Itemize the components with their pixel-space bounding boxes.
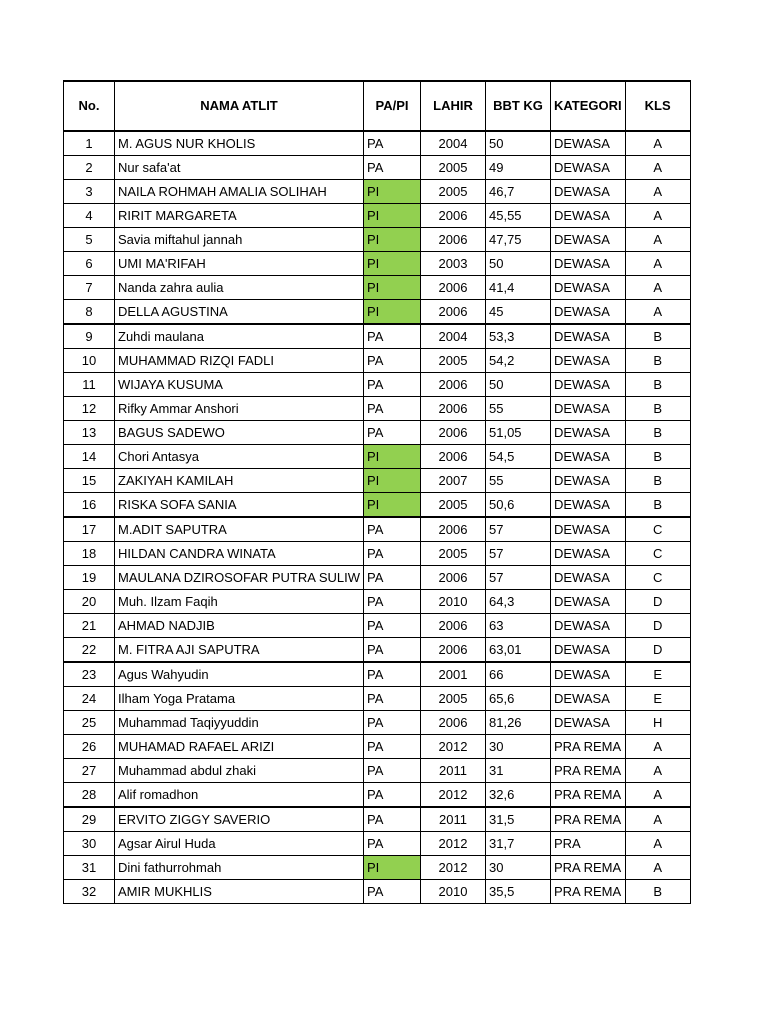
cell-lahir[interactable]: 2006 [421, 397, 486, 421]
cell-bbt[interactable]: 50,6 [486, 493, 551, 518]
cell-kls[interactable]: D [625, 638, 690, 663]
cell-bbt[interactable]: 46,7 [486, 180, 551, 204]
cell-bbt[interactable]: 55 [486, 469, 551, 493]
cell-papi[interactable]: PA [364, 614, 421, 638]
table-row [64, 783, 691, 808]
cell-kls[interactable]: A [625, 156, 690, 180]
cell-name[interactable]: MAULANA DZIROSOFAR PUTRA SULIW [115, 566, 364, 590]
cell-bbt[interactable]: 57 [486, 542, 551, 566]
cell-kategori[interactable]: DEWASA [551, 421, 626, 445]
table-row [64, 228, 691, 252]
cell-no[interactable]: 16 [64, 493, 115, 518]
table-row [64, 397, 691, 421]
cell-lahir[interactable]: 2003 [421, 252, 486, 276]
cell-kategori[interactable]: DEWASA [551, 204, 626, 228]
cell-lahir[interactable]: 2010 [421, 590, 486, 614]
cell-kls[interactable]: B [625, 445, 690, 469]
table-row [64, 276, 691, 300]
cell-kls[interactable]: A [625, 228, 690, 252]
table-row [64, 590, 691, 614]
cell-kategori[interactable]: DEWASA [551, 542, 626, 566]
cell-bbt[interactable]: 35,5 [486, 880, 551, 904]
cell-lahir[interactable]: 2006 [421, 373, 486, 397]
cell-kategori[interactable]: DEWASA [551, 566, 626, 590]
cell-lahir[interactable]: 2006 [421, 638, 486, 663]
table-row [64, 517, 691, 542]
cell-kls[interactable]: B [625, 880, 690, 904]
header-bbt[interactable]: BBT KG [486, 81, 551, 131]
cell-bbt[interactable]: 30 [486, 856, 551, 880]
table-row [64, 638, 691, 663]
cell-kls[interactable]: A [625, 300, 690, 325]
cell-lahir[interactable]: 2004 [421, 324, 486, 349]
cell-kategori[interactable]: DEWASA [551, 590, 626, 614]
cell-lahir[interactable]: 2006 [421, 445, 486, 469]
cell-papi[interactable]: PI [364, 493, 421, 518]
cell-kls[interactable]: E [625, 687, 690, 711]
cell-papi[interactable]: PA [364, 638, 421, 663]
cell-bbt[interactable]: 50 [486, 373, 551, 397]
cell-papi[interactable]: PA [364, 711, 421, 735]
table-row [64, 324, 691, 349]
cell-name[interactable]: M. FITRA AJI SAPUTRA [115, 638, 364, 663]
cell-bbt[interactable]: 30 [486, 735, 551, 759]
cell-lahir[interactable]: 2005 [421, 493, 486, 518]
cell-kls[interactable]: A [625, 759, 690, 783]
cell-kategori[interactable]: PRA REMA [551, 880, 626, 904]
cell-papi[interactable]: PI [364, 469, 421, 493]
cell-kategori[interactable]: DEWASA [551, 252, 626, 276]
table-row [64, 711, 691, 735]
cell-papi[interactable]: PI [364, 252, 421, 276]
cell-no[interactable]: 22 [64, 638, 115, 663]
cell-kategori[interactable]: DEWASA [551, 397, 626, 421]
cell-kategori[interactable]: PRA REMA [551, 735, 626, 759]
cell-lahir[interactable]: 2006 [421, 421, 486, 445]
cell-kls[interactable]: A [625, 180, 690, 204]
cell-kategori[interactable]: DEWASA [551, 638, 626, 663]
cell-kategori[interactable]: DEWASA [551, 662, 626, 687]
cell-bbt[interactable]: 50 [486, 252, 551, 276]
cell-papi[interactable]: PI [364, 276, 421, 300]
table-row [64, 445, 691, 469]
cell-bbt[interactable]: 50 [486, 131, 551, 156]
cell-papi[interactable]: PI [364, 300, 421, 325]
table-row [64, 807, 691, 832]
cell-kls[interactable]: A [625, 735, 690, 759]
cell-no[interactable]: 15 [64, 469, 115, 493]
cell-kategori[interactable]: DEWASA [551, 373, 626, 397]
table-row [64, 469, 691, 493]
table-row [64, 156, 691, 180]
cell-lahir[interactable]: 2010 [421, 880, 486, 904]
cell-bbt[interactable]: 32,6 [486, 783, 551, 808]
cell-papi[interactable]: PA [364, 373, 421, 397]
cell-name[interactable]: ERVITO ZIGGY SAVERIO [115, 807, 364, 832]
cell-no[interactable]: 10 [64, 349, 115, 373]
cell-lahir[interactable]: 2006 [421, 614, 486, 638]
cell-papi[interactable]: PA [364, 807, 421, 832]
cell-name[interactable]: UMI MA'RIFAH [115, 252, 364, 276]
cell-bbt[interactable]: 47,75 [486, 228, 551, 252]
cell-bbt[interactable]: 31,7 [486, 832, 551, 856]
cell-lahir[interactable]: 2005 [421, 542, 486, 566]
cell-papi[interactable]: PI [364, 204, 421, 228]
cell-kategori[interactable]: PRA REMA [551, 759, 626, 783]
cell-papi[interactable]: PI [364, 445, 421, 469]
cell-name[interactable]: Nanda zahra aulia [115, 276, 364, 300]
cell-kategori[interactable]: DEWASA [551, 228, 626, 252]
cell-kls[interactable]: A [625, 832, 690, 856]
cell-no[interactable]: 28 [64, 783, 115, 808]
header-lahir[interactable]: LAHIR [421, 81, 486, 131]
cell-lahir[interactable]: 2012 [421, 832, 486, 856]
table-row [64, 493, 691, 518]
cell-papi[interactable]: PA [364, 156, 421, 180]
cell-lahir[interactable]: 2005 [421, 349, 486, 373]
header-kls[interactable]: KLS [625, 81, 690, 131]
cell-papi[interactable]: PI [364, 856, 421, 880]
table-row [64, 373, 691, 397]
cell-name[interactable]: Alif romadhon [115, 783, 364, 808]
cell-kls[interactable]: B [625, 469, 690, 493]
cell-no[interactable]: 26 [64, 735, 115, 759]
cell-lahir[interactable]: 2005 [421, 687, 486, 711]
header-papi[interactable]: PA/PI [364, 81, 421, 131]
cell-name[interactable]: M.ADIT SAPUTRA [115, 517, 364, 542]
cell-kategori[interactable]: DEWASA [551, 445, 626, 469]
cell-no[interactable]: 6 [64, 252, 115, 276]
table-row [64, 542, 691, 566]
cell-kategori[interactable]: DEWASA [551, 276, 626, 300]
cell-name[interactable]: Ilham Yoga Pratama [115, 687, 364, 711]
cell-lahir[interactable]: 2005 [421, 180, 486, 204]
cell-kls[interactable]: A [625, 204, 690, 228]
athlete-table [63, 80, 691, 904]
cell-no[interactable]: 25 [64, 711, 115, 735]
cell-kls[interactable]: B [625, 397, 690, 421]
cell-papi[interactable]: PA [364, 421, 421, 445]
table-row [64, 131, 691, 156]
cell-name[interactable]: MUHAMMAD RIZQI FADLI [115, 349, 364, 373]
cell-no[interactable]: 8 [64, 300, 115, 325]
cell-name[interactable]: M. AGUS NUR KHOLIS [115, 131, 364, 156]
cell-name[interactable]: NAILA ROHMAH AMALIA SOLIHAH [115, 180, 364, 204]
header-kategori[interactable]: KATEGORI [551, 81, 626, 131]
cell-kls[interactable]: A [625, 276, 690, 300]
table-row [64, 614, 691, 638]
cell-no[interactable]: 11 [64, 373, 115, 397]
table-row [64, 832, 691, 856]
table-body [64, 131, 691, 904]
cell-no[interactable]: 32 [64, 880, 115, 904]
cell-kls[interactable]: C [625, 542, 690, 566]
cell-bbt[interactable]: 31,5 [486, 807, 551, 832]
cell-bbt[interactable]: 55 [486, 397, 551, 421]
table-row [64, 349, 691, 373]
cell-kategori[interactable]: DEWASA [551, 349, 626, 373]
cell-lahir[interactable]: 2006 [421, 566, 486, 590]
cell-kategori[interactable]: PRA [551, 832, 626, 856]
cell-kategori[interactable]: DEWASA [551, 156, 626, 180]
cell-bbt[interactable]: 63 [486, 614, 551, 638]
cell-no[interactable]: 7 [64, 276, 115, 300]
cell-name[interactable]: Dini fathurrohmah [115, 856, 364, 880]
cell-bbt[interactable]: 41,4 [486, 276, 551, 300]
table-row [64, 566, 691, 590]
cell-no[interactable]: 23 [64, 662, 115, 687]
cell-bbt[interactable]: 57 [486, 566, 551, 590]
cell-kategori[interactable]: DEWASA [551, 493, 626, 518]
table-row [64, 735, 691, 759]
cell-no[interactable]: 4 [64, 204, 115, 228]
cell-name[interactable]: RISKA SOFA SANIA [115, 493, 364, 518]
cell-name[interactable]: WIJAYA KUSUMA [115, 373, 364, 397]
cell-no[interactable]: 31 [64, 856, 115, 880]
cell-name[interactable]: Nur safa'at [115, 156, 364, 180]
cell-name[interactable]: HILDAN CANDRA WINATA [115, 542, 364, 566]
cell-papi[interactable]: PA [364, 324, 421, 349]
cell-bbt[interactable]: 66 [486, 662, 551, 687]
cell-name[interactable]: Muhammad Taqiyyuddin [115, 711, 364, 735]
cell-papi[interactable]: PA [364, 759, 421, 783]
cell-papi[interactable]: PA [364, 783, 421, 808]
cell-bbt[interactable]: 63,01 [486, 638, 551, 663]
cell-kls[interactable]: B [625, 493, 690, 518]
cell-bbt[interactable]: 81,26 [486, 711, 551, 735]
cell-papi[interactable]: PA [364, 590, 421, 614]
cell-kls[interactable]: B [625, 349, 690, 373]
cell-no[interactable]: 17 [64, 517, 115, 542]
cell-bbt[interactable]: 31 [486, 759, 551, 783]
cell-papi[interactable]: PI [364, 228, 421, 252]
cell-papi[interactable]: PA [364, 566, 421, 590]
cell-lahir[interactable]: 2006 [421, 300, 486, 325]
cell-lahir[interactable]: 2005 [421, 156, 486, 180]
cell-papi[interactable]: PA [364, 131, 421, 156]
cell-kls[interactable]: H [625, 711, 690, 735]
cell-kls[interactable]: B [625, 373, 690, 397]
cell-papi[interactable]: PA [364, 397, 421, 421]
cell-bbt[interactable]: 51,05 [486, 421, 551, 445]
cell-kls[interactable]: A [625, 856, 690, 880]
cell-papi[interactable]: PI [364, 180, 421, 204]
cell-lahir[interactable]: 2001 [421, 662, 486, 687]
cell-no[interactable]: 27 [64, 759, 115, 783]
cell-kls[interactable]: B [625, 324, 690, 349]
cell-bbt[interactable]: 45,55 [486, 204, 551, 228]
table-row [64, 252, 691, 276]
cell-lahir[interactable]: 2006 [421, 228, 486, 252]
cell-lahir[interactable]: 2007 [421, 469, 486, 493]
cell-bbt[interactable]: 54,2 [486, 349, 551, 373]
cell-no[interactable]: 14 [64, 445, 115, 469]
header-no[interactable]: No. [64, 81, 115, 131]
table-row [64, 204, 691, 228]
cell-name[interactable]: AHMAD NADJIB [115, 614, 364, 638]
cell-kls[interactable]: D [625, 590, 690, 614]
cell-no[interactable]: 2 [64, 156, 115, 180]
cell-kategori[interactable]: DEWASA [551, 711, 626, 735]
cell-name[interactable]: ZAKIYAH KAMILAH [115, 469, 364, 493]
cell-no[interactable]: 3 [64, 180, 115, 204]
table-row [64, 662, 691, 687]
cell-name[interactable]: Agus Wahyudin [115, 662, 364, 687]
cell-papi[interactable]: PA [364, 687, 421, 711]
cell-bbt[interactable]: 65,6 [486, 687, 551, 711]
table-row [64, 421, 691, 445]
cell-papi[interactable]: PA [364, 735, 421, 759]
cell-kategori[interactable]: DEWASA [551, 469, 626, 493]
cell-name[interactable]: Muhammad abdul zhaki [115, 759, 364, 783]
cell-kategori[interactable]: DEWASA [551, 517, 626, 542]
cell-kls[interactable]: C [625, 566, 690, 590]
cell-no[interactable]: 5 [64, 228, 115, 252]
cell-no[interactable]: 20 [64, 590, 115, 614]
cell-kls[interactable]: D [625, 614, 690, 638]
cell-kls[interactable]: A [625, 807, 690, 832]
cell-bbt[interactable]: 49 [486, 156, 551, 180]
cell-no[interactable]: 1 [64, 131, 115, 156]
cell-name[interactable]: Zuhdi maulana [115, 324, 364, 349]
cell-no[interactable]: 12 [64, 397, 115, 421]
cell-name[interactable]: BAGUS SADEWO [115, 421, 364, 445]
cell-name[interactable]: DELLA AGUSTINA [115, 300, 364, 325]
cell-lahir[interactable]: 2006 [421, 204, 486, 228]
cell-lahir[interactable]: 2006 [421, 517, 486, 542]
cell-no[interactable]: 13 [64, 421, 115, 445]
cell-name[interactable]: MUHAMAD RAFAEL ARIZI [115, 735, 364, 759]
cell-kategori[interactable]: DEWASA [551, 131, 626, 156]
cell-name[interactable]: Savia miftahul jannah [115, 228, 364, 252]
cell-kls[interactable]: A [625, 783, 690, 808]
table-row [64, 759, 691, 783]
cell-no[interactable]: 29 [64, 807, 115, 832]
cell-name[interactable]: Agsar Airul Huda [115, 832, 364, 856]
cell-lahir[interactable]: 2011 [421, 759, 486, 783]
cell-no[interactable]: 24 [64, 687, 115, 711]
table-row [64, 687, 691, 711]
cell-kls[interactable]: A [625, 131, 690, 156]
table-row [64, 880, 691, 904]
cell-lahir[interactable]: 2004 [421, 131, 486, 156]
cell-name[interactable]: RIRIT MARGARETA [115, 204, 364, 228]
cell-kategori[interactable]: PRA REMA [551, 783, 626, 808]
cell-name[interactable]: Chori Antasya [115, 445, 364, 469]
cell-kategori[interactable]: DEWASA [551, 300, 626, 325]
table-row [64, 300, 691, 325]
cell-papi[interactable]: PA [364, 832, 421, 856]
cell-bbt[interactable]: 45 [486, 300, 551, 325]
cell-name[interactable]: AMIR MUKHLIS [115, 880, 364, 904]
cell-kategori[interactable]: PRA REMA [551, 807, 626, 832]
cell-kls[interactable]: B [625, 421, 690, 445]
cell-lahir[interactable]: 2011 [421, 807, 486, 832]
cell-papi[interactable]: PA [364, 542, 421, 566]
cell-papi[interactable]: PA [364, 662, 421, 687]
cell-bbt[interactable]: 54,5 [486, 445, 551, 469]
cell-papi[interactable]: PA [364, 349, 421, 373]
cell-bbt[interactable]: 53,3 [486, 324, 551, 349]
cell-kategori[interactable]: DEWASA [551, 687, 626, 711]
cell-no[interactable]: 18 [64, 542, 115, 566]
table-row [64, 856, 691, 880]
cell-no[interactable]: 9 [64, 324, 115, 349]
cell-bbt[interactable]: 64,3 [486, 590, 551, 614]
header-name[interactable]: NAMA ATLIT [115, 81, 364, 131]
cell-papi[interactable]: PA [364, 880, 421, 904]
cell-name[interactable]: Rifky Ammar Anshori [115, 397, 364, 421]
cell-kls[interactable]: C [625, 517, 690, 542]
cell-no[interactable]: 21 [64, 614, 115, 638]
cell-name[interactable]: Muh. Ilzam Faqih [115, 590, 364, 614]
cell-no[interactable]: 30 [64, 832, 115, 856]
cell-lahir[interactable]: 2012 [421, 783, 486, 808]
cell-kls[interactable]: E [625, 662, 690, 687]
cell-bbt[interactable]: 57 [486, 517, 551, 542]
cell-kategori[interactable]: PRA REMA [551, 856, 626, 880]
cell-lahir[interactable]: 2006 [421, 276, 486, 300]
cell-kategori[interactable]: DEWASA [551, 324, 626, 349]
cell-kategori[interactable]: DEWASA [551, 180, 626, 204]
table-row [64, 180, 691, 204]
cell-lahir[interactable]: 2012 [421, 735, 486, 759]
cell-kls[interactable]: A [625, 252, 690, 276]
cell-lahir[interactable]: 2012 [421, 856, 486, 880]
header-row [64, 81, 691, 131]
cell-lahir[interactable]: 2006 [421, 711, 486, 735]
cell-papi[interactable]: PA [364, 517, 421, 542]
cell-no[interactable]: 19 [64, 566, 115, 590]
cell-kategori[interactable]: DEWASA [551, 614, 626, 638]
